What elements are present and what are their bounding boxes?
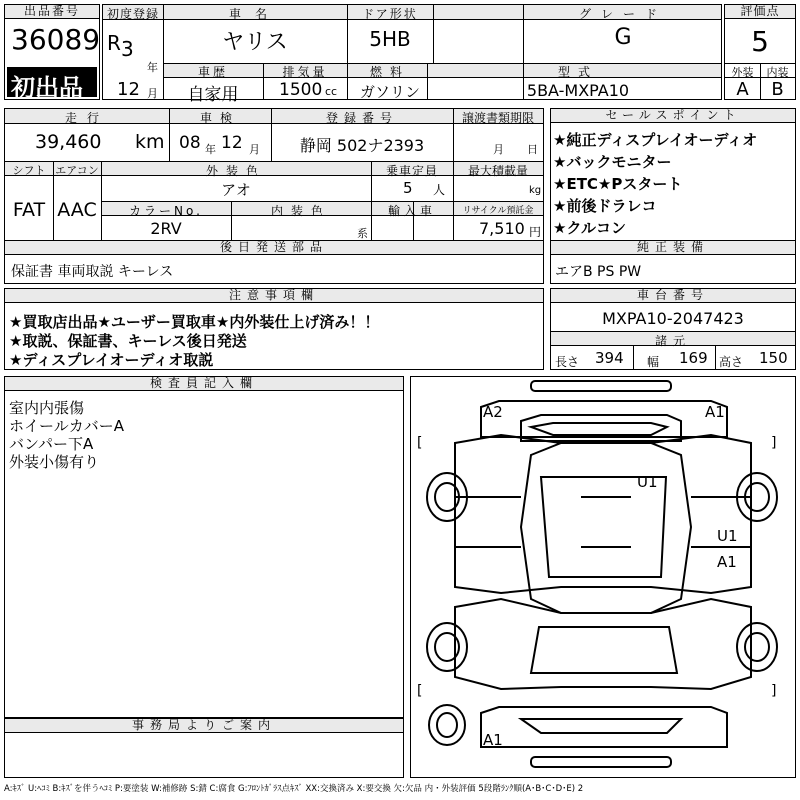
- displacement-value: 1500: [279, 80, 323, 100]
- sales-point-item: ★前後ドラレコ: [553, 197, 657, 215]
- equipment-box: [550, 240, 796, 284]
- color-no-label: カラーNo.: [129, 204, 203, 218]
- load-label: 最大積載量: [467, 164, 528, 178]
- interior-color-label: 内装色: [270, 204, 331, 218]
- lot-label: 出品番号: [5, 5, 99, 19]
- legend-text: A:ｷｽﾞ U:ﾍｺﾐ B:ｷｽﾞを伴うﾍｺﾐ P:要塗装 W:補修跡 S:錆 C:腐食 G:ﾌﾛﾝﾄｶﾞﾗｽ点ｷｽﾞ XX:交換済み X:要交換 欠:欠品 内・外装評価 5段階ﾗﾝｸ順(A･B･C･D･E) 2: [4, 784, 584, 794]
- first-reg-label: 初度登録: [106, 7, 159, 21]
- score-box: [724, 4, 796, 100]
- sales-points-box: [550, 108, 796, 242]
- damage-mark: A1: [483, 731, 503, 749]
- damage-mark: U1: [637, 473, 658, 491]
- inspector-line: 室内内張傷: [9, 399, 85, 417]
- inspector-box: [4, 376, 404, 718]
- capacity-value: 5: [403, 179, 413, 197]
- svg-text:]: ]: [771, 435, 777, 451]
- car-name: ヤリス: [222, 30, 288, 55]
- notes-label: 注意事項欄: [5, 289, 543, 303]
- insp-month: 12: [221, 133, 243, 153]
- year-unit: 年: [147, 61, 158, 74]
- color-no-value: 2RV: [150, 219, 182, 238]
- sales-point-item: ★ETC★Pスタート: [553, 175, 683, 193]
- office-label: 事務局よりご案内: [5, 719, 403, 733]
- inspector-label: 検査員記入欄: [5, 377, 403, 391]
- score-value: 5: [751, 25, 769, 58]
- shift-value: FAT: [12, 199, 46, 221]
- equipment-value: エアB PS PW: [555, 264, 642, 280]
- lot-number-box: [4, 4, 100, 100]
- equipment-label: 純正装備: [551, 241, 795, 255]
- office-box: [4, 718, 404, 778]
- later-parts-label: 後日発送部品: [5, 241, 543, 255]
- door-label: ドア形状: [362, 7, 418, 21]
- exterior-score: A: [736, 79, 749, 100]
- interior-label: 内装: [766, 66, 789, 79]
- exterior-label: 外装: [731, 66, 754, 79]
- insp-year: 08: [179, 133, 201, 153]
- shift-label: シフト: [12, 164, 46, 177]
- door-value: 5HB: [369, 27, 411, 51]
- era: R: [107, 31, 121, 55]
- inspector-line: ホイールカバーA: [9, 417, 124, 435]
- transfer-day-unit: 日: [527, 143, 538, 156]
- grade-value: G: [614, 25, 632, 50]
- damage-mark: A2: [483, 403, 503, 421]
- history-label: 車歴: [197, 65, 228, 79]
- sales-point-item: ★バックモニター: [553, 153, 672, 171]
- mileage-unit: km: [135, 131, 165, 153]
- load-unit: kg: [529, 185, 542, 196]
- notes-line: ★ディスプレイオーディオ取説: [9, 351, 214, 369]
- car-name-label: 車名: [228, 7, 281, 21]
- history-value: 自家用: [187, 85, 239, 105]
- damage-diagram-box: [410, 376, 796, 778]
- svg-text:]: ]: [771, 683, 777, 699]
- month-unit: 月: [147, 87, 158, 100]
- score-label: 評価点: [725, 5, 795, 19]
- mileage-label: 走行: [64, 111, 109, 125]
- import-label: 輸入車: [387, 204, 436, 218]
- length-label: 長さ: [555, 355, 580, 369]
- spec-box: [4, 108, 544, 242]
- car-diagram: [411, 377, 794, 776]
- displacement-label: 排気量: [282, 65, 328, 79]
- damage-mark: A1: [705, 403, 725, 421]
- reg-month: 12: [117, 79, 140, 100]
- length-value: 394: [595, 349, 624, 367]
- ac-label: エアコン: [55, 164, 99, 177]
- grade-label: グレード: [578, 7, 667, 21]
- transfer-month-unit: 月: [493, 143, 504, 156]
- mileage-value: 39,460: [35, 131, 102, 153]
- recycle-value: 7,510: [479, 219, 525, 238]
- reg-year: 3: [121, 37, 134, 61]
- notes-box: [4, 288, 544, 370]
- svg-text:[: [: [417, 683, 423, 699]
- height-value: 150: [759, 349, 788, 367]
- fuel-label: 燃料: [369, 65, 410, 79]
- interior-color-unit: 系: [357, 227, 368, 240]
- notes-line: ★取説、保証書、キーレス後日発送: [9, 332, 247, 350]
- inspector-line: バンパー下A: [9, 435, 94, 453]
- sales-points-label: セールスポイント: [551, 109, 795, 123]
- width-value: 169: [679, 349, 708, 367]
- height-label: 高さ: [719, 355, 744, 369]
- later-parts-box: [4, 240, 544, 284]
- color-value: アオ: [221, 181, 251, 199]
- notes-line: ★買取店出品★ユーザー買取車★内外装仕上げ済み！！: [9, 313, 380, 331]
- insp-year-unit: 年: [205, 143, 216, 156]
- dims-label: 諸元: [654, 334, 691, 348]
- vehicle-header-box: [102, 4, 722, 105]
- chassis-box: [550, 288, 796, 370]
- chassis-value: MXPA10-2047423: [602, 309, 744, 328]
- svg-text:[: [: [417, 435, 423, 451]
- plate-label: 登録番号: [325, 111, 398, 125]
- fuel-value: ガソリン: [359, 83, 420, 101]
- transfer-label: 譲渡書類期限: [461, 111, 534, 125]
- inspector-line: 外装小傷有り: [9, 453, 100, 471]
- sales-point-item: ★純正ディスプレイオーディオ: [553, 131, 758, 149]
- first-listing-text: 初出品: [11, 74, 83, 102]
- sales-point-item: ★クルコン: [553, 219, 626, 237]
- insp-month-unit: 月: [249, 143, 260, 156]
- capacity-label: 乗車定員: [385, 164, 438, 178]
- capacity-unit: 人: [433, 183, 446, 197]
- damage-mark: U1: [717, 527, 738, 545]
- ac-value: AAC: [57, 199, 97, 221]
- displacement-unit: cc: [325, 85, 338, 98]
- model-value: 5BA-MXPA10: [526, 81, 630, 100]
- recycle-unit: 円: [529, 225, 542, 239]
- chassis-label: 車台番号: [551, 289, 795, 303]
- interior-score: B: [771, 79, 784, 100]
- lot-number: 36089: [11, 23, 101, 56]
- plate-value: 静岡 502ナ2393: [299, 136, 425, 155]
- model-label: 型式: [557, 65, 598, 79]
- recycle-label: リサイクル預託金: [462, 206, 534, 216]
- later-parts-value: 保証書 車両取説 キーレス: [11, 264, 174, 280]
- inspection-label: 車検: [199, 111, 240, 125]
- color-label: 外装色: [205, 164, 266, 178]
- width-label: 幅: [647, 355, 660, 369]
- damage-mark: A1: [717, 553, 737, 571]
